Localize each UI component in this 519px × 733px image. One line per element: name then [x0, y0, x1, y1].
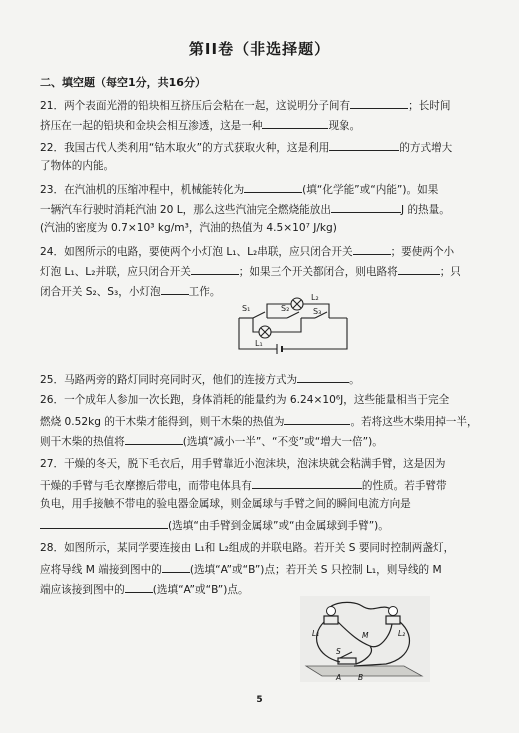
q24-text-b: ；要使两个小 [390, 246, 455, 258]
q27-line4 [40, 517, 389, 533]
q26-text-e: (选填“减小一半”、“不变”或“增大一倍”)。 [182, 436, 383, 448]
q26-line3 [40, 433, 383, 449]
q21-blank-2[interactable] [262, 117, 328, 129]
q21-blank-1[interactable] [350, 97, 408, 109]
q21-line2 [40, 117, 360, 133]
q28-text-d: 端应该接到图中的 [40, 584, 125, 596]
q23-blank-2[interactable] [331, 201, 401, 213]
q26-text-c: 。若将这些木柴用掉一半， [350, 416, 478, 428]
q28-blank-1[interactable] [162, 561, 190, 573]
q26-blank-1[interactable] [284, 413, 350, 425]
q24-line1 [40, 243, 454, 259]
q28-line3 [40, 581, 249, 597]
q24-s2-label: S₂ [281, 304, 290, 313]
q27-text-d: 负电，用手接触不带电的验电器金属球，则金属球与手臂之间的瞬间电流方向是 [40, 498, 411, 510]
q22-line2 [40, 159, 114, 173]
q23-text-c: 一辆汽车行驶时消耗汽油 20 L，那么这些汽油完全燃烧能放出 [40, 204, 331, 216]
q28-a-label: A [336, 673, 342, 682]
q22-blank-1[interactable] [329, 139, 399, 151]
q21-text-b: ；长时间 [408, 100, 451, 112]
q24-blank-3[interactable] [398, 263, 440, 275]
q28-b-label: B [358, 673, 364, 682]
q26-line2 [40, 413, 478, 429]
q21-text-d: 现象。 [328, 120, 361, 132]
q26-text-d: 则干木柴的热值将 [40, 436, 125, 448]
q23-blank-1[interactable] [244, 181, 302, 193]
page-number: 5 [256, 695, 263, 705]
q25-blank-1[interactable] [297, 371, 349, 383]
q28-text-e: (选填“A”或“B”)点。 [152, 584, 249, 596]
q28-m-label: M [362, 631, 369, 640]
q23-text-b: (填“化学能”或“内能”)。如果 [302, 184, 439, 196]
q24-text-f: 闭合开关 S₂、S₃，小灯泡 [40, 286, 161, 298]
q21-line1 [40, 97, 450, 113]
q24-line3 [40, 283, 220, 299]
q24-blank-4[interactable] [161, 283, 189, 295]
q28-text-a: 28．如图所示，某同学要连接由 L₁和 L₂组成的并联电路。若开关 S 要同时控制两盏灯， [40, 542, 455, 554]
q22-text-a: 22．我国古代人类利用“钻木取火”的方式获取火种，这是利用 [40, 142, 330, 154]
q27-text-c: 的性质。若手臂带 [361, 480, 447, 492]
q24-s1-label: S₁ [242, 304, 251, 313]
q22-text-b: 的方式增大 [399, 142, 453, 154]
q23-text-d: J 的热量。 [400, 204, 450, 216]
q27-blank-1[interactable] [252, 477, 362, 489]
q24-line2 [40, 263, 461, 279]
q25-line1 [40, 371, 360, 387]
q27-text-b: 干燥的手臂与毛衣摩擦后带电，而带电体具有 [40, 480, 252, 492]
q21-text-c: 挤压在一起的铅块和金块会相互渗透，这是一种 [40, 120, 263, 132]
q27-text-e: (选填“由手臂到金属球”或“由金属球到手臂”)。 [168, 520, 389, 532]
q24-text-g: 工作。 [188, 286, 221, 298]
q25-text-a: 25．马路两旁的路灯同时亮同时灭，他们的连接方式为 [40, 374, 298, 386]
q24-l2-label: L₂ [311, 294, 319, 302]
q24-circuit-diagram [225, 294, 365, 360]
q21-text-a: 21．两个表面光滑的铅块相互挤压后会粘在一起，这说明分子间有 [40, 100, 351, 112]
q24-text-d: ；如果三个开关都闭合，则电路将 [238, 266, 398, 278]
q27-text-a: 27．干燥的冬天，脱下毛衣后，用手臂靠近小泡沫块，泡沫块就会粘满手臂，这是因为 [40, 458, 446, 470]
q23-text-a: 23．在汽油机的压缩冲程中，机械能转化为 [40, 184, 245, 196]
q28-line1 [40, 541, 454, 555]
q25-text-b: 。 [349, 374, 360, 386]
q27-line3 [40, 497, 411, 511]
q28-s-label: S [336, 647, 341, 656]
q24-s3-label: S₃ [313, 307, 322, 316]
q23-line3 [40, 221, 337, 235]
q26-line1 [40, 393, 449, 407]
q27-line2 [40, 477, 447, 493]
q24-blank-1[interactable] [353, 243, 391, 255]
q28-line2 [40, 561, 442, 577]
q23-line1 [40, 181, 438, 197]
q28-l1-label: L₁ [312, 629, 320, 638]
q22-text-c: 了物体的内能。 [40, 160, 115, 172]
q26-blank-2[interactable] [125, 433, 183, 445]
q24-l1-label: L₁ [255, 339, 263, 348]
q28-circuit-figure [300, 596, 430, 682]
q27-line1 [40, 457, 445, 471]
section-heading: 二、填空题（每空1分，共16分） [40, 76, 206, 89]
q24-blank-2[interactable] [191, 263, 239, 275]
page-title: 第II卷（非选择题） [188, 40, 331, 58]
q27-blank-2[interactable] [40, 517, 168, 529]
q24-text-c: 灯泡 L₁、L₂并联，应只闭合开关 [40, 266, 191, 278]
q22-line1 [40, 139, 452, 155]
q28-text-b: 应将导线 M 端接到图中的 [40, 564, 162, 576]
q24-text-e: ；只 [439, 266, 461, 278]
q28-text-c: (选填“A”或“B”)点；若开关 S 只控制 L₁，则导线的 M [189, 564, 442, 576]
q23-text-e: (汽油的密度为 0.7×10³ kg/m³，汽油的热值为 4.5×10⁷ J/kg) [40, 222, 337, 234]
q26-text-b: 燃烧 0.52kg 的干木柴才能得到，则干木柴的热值为 [40, 416, 285, 428]
q28-blank-2[interactable] [125, 581, 153, 593]
q26-text-a: 26．一个成年人参加一次长跑，身体消耗的能量约为 6.24×10⁶J，这些能量相当于完全 [40, 394, 450, 406]
q28-l2-label: L₂ [398, 629, 406, 638]
q23-line2 [40, 201, 450, 217]
q24-text-a: 24．如图所示的电路，要使两个小灯泡 L₁、L₂串联，应只闭合开关 [40, 246, 353, 258]
